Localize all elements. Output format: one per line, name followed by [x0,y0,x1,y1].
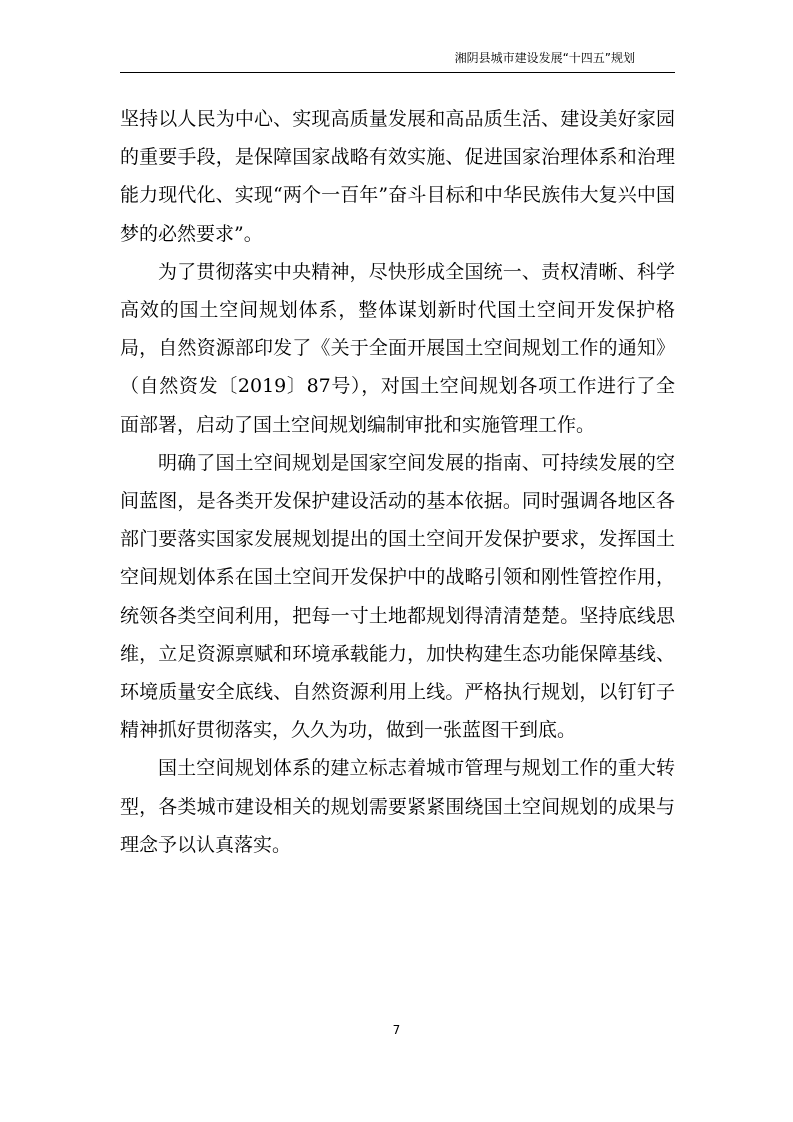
paragraph-1: 坚持以人民为中心、实现高质量发展和高品质生活、建设美好家园的重要手段，是保障国家战略有效实施、促进国家治理体系和治理能力现代化、实现“两个一百年”奋斗目标和中华民族伟大复兴中国梦的必然要求”。 [120,108,675,245]
running-header-title: 湘阴县城市建设发展“十四五”规划 [454,51,635,65]
body-text [120,100,675,864]
header-divider [120,72,675,73]
page-number: 7 [392,1023,401,1037]
paragraph-4: 国土空间规划体系的建立标志着城市管理与规划工作的重大转型，各类城市建设相关的规划需要紧紧围绕国土空间规划的成果与理念予以认真落实。 [120,757,675,856]
paragraph-3: 明确了国土空间规划是国家空间发展的指南、可持续发展的空间蓝图，是各类开发保护建设活动的基本依据。同时强调各地区各部门要落实国家发展规划提出的国土空间开发保护要求，发挥国土空间规划体系在国土空间开发保护中的战略引领和刚性管控作用，统领各类空间利用，把每一寸土地都规划得清清楚楚。坚持底线思维，立足资源禀赋和环境承载能力，加快构建生态功能保障基线、环境质量安全底线、自然资源利用上线。严格执行规划，以钉钉子精神抓好贯彻落实，久久为功，做到一张蓝图干到底。 [120,451,675,742]
paragraph-2: 为了贯彻落实中央精神，尽快形成全国统一、责权清晰、科学高效的国土空间规划体系，整体谋划新时代国土空间开发保护格局，自然资源部印发了《关于全面开展国土空间规划工作的通知》（自然资发〔2019〕87号），对国土空间规划各项工作进行了全面部署，启动了国土空间规划编制审批和实施管理工作。 [120,260,675,436]
